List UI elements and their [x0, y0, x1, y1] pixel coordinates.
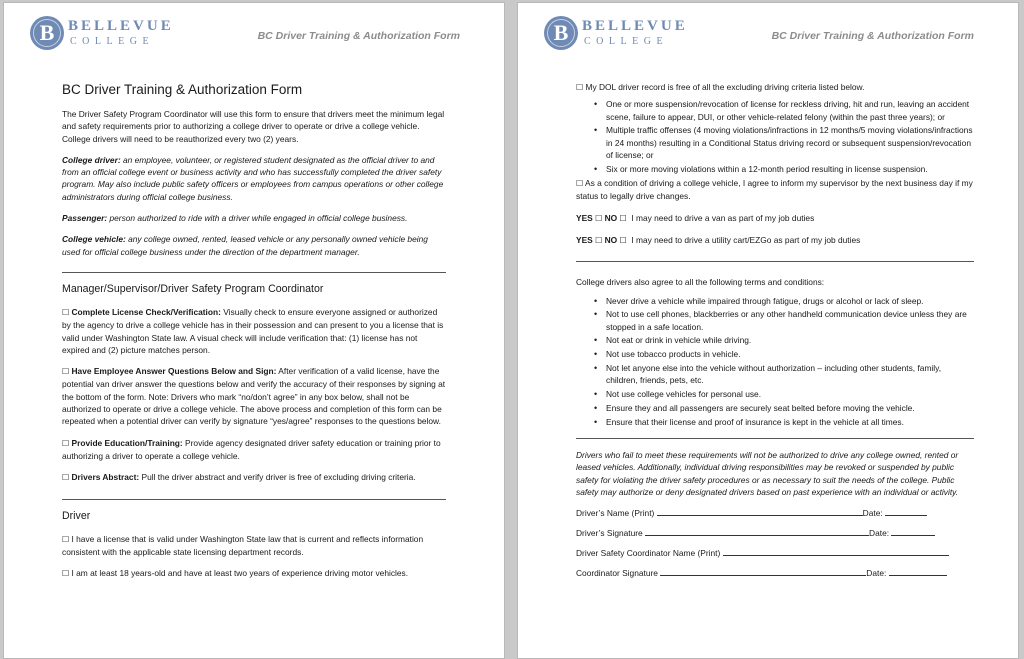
list-item: • Not to use cell phones, blackberries or any other handheld communication device unless they are stopped in a safe location. [606, 308, 974, 333]
checklist-text: Provide agency designated driver safety education or training prior to authorizing a driver to operate a college vehicle. [62, 437, 441, 461]
condition-statement [576, 177, 974, 203]
logo-wordmark-bottom: COLLEGE [584, 36, 669, 47]
yes-checkbox[interactable]: ☐ [595, 235, 603, 245]
driver-age-statement [62, 567, 446, 580]
checkbox[interactable]: ☐ [576, 179, 584, 189]
date-input[interactable] [889, 567, 947, 576]
terms-intro: College drivers also agree to all the following terms and conditions: [576, 277, 825, 288]
date-label: Date: [862, 508, 883, 519]
coordinator-name-input[interactable] [723, 547, 949, 556]
no-checkbox[interactable]: ☐ [619, 213, 627, 223]
logo-wordmark-top: BELLEVUE [68, 18, 174, 34]
list-item: • Not let anyone else into the vehicle without authorization – including other students, family, children, friends, pets, etc. [606, 362, 974, 387]
utility-cart-question [576, 234, 974, 247]
logo-wordmark-bottom: COLLEGE [70, 36, 155, 47]
date-label: Date: [869, 528, 890, 539]
definition-passenger [62, 212, 446, 224]
question-text: I may need to drive a van as part of my job duties [631, 212, 815, 223]
page-1-body [62, 75, 446, 589]
header-form-title: BC Driver Training & Authorization Form [257, 30, 460, 42]
yes-label: YES [576, 234, 593, 245]
driver-name-line [576, 507, 974, 519]
header-form-title: BC Driver Training & Authorization Form [771, 30, 974, 42]
coordinator-name-line [576, 547, 974, 559]
terms-list [606, 295, 974, 428]
van-question [576, 212, 974, 225]
list-item: • One or more suspension/revocation of license for reckless driving, hit and run, leaving an accident scene, failure to appear, DUI, or other vehicle-related felony (within the past three years); or [606, 98, 974, 123]
statement-text: My DOL driver record is free of all the excluding driving criteria listed below. [583, 82, 865, 92]
driver-name-input[interactable] [657, 507, 863, 516]
page-header [544, 16, 1004, 52]
driver-license-statement [62, 533, 446, 559]
question-text: I may need to drive a utility cart/EZGo as part of my job duties [631, 234, 861, 245]
logo-wordmark-top: BELLEVUE [582, 18, 688, 34]
checkbox[interactable]: ☐ [62, 534, 70, 544]
checklist-drivers-abstract [62, 471, 446, 484]
definition-text: an employee, volunteer, or registered student designated as the official driver to and from an official college event or business activity and who has successfully completed the driver safety program. May also include public safety officers or employees from campus operations or other college administrators during official college business. [62, 154, 444, 202]
checkbox[interactable]: ☐ [62, 367, 70, 377]
intro-paragraph: The Driver Safety Program Coordinator will use this form to ensure that drivers meet the minimum legal and safety requirements prior to authorizing a college driver to operate or drive a college vehicle. College drivers will need to be reauthorized every two (2) years. [62, 109, 445, 144]
checklist-text: Visually check to ensure everyone assigned or authorized by the agency to drive a college vehicle has in their possession and can present to you a license that is valid under Washington State law. A visual check will include verification that: (1) license has not expired and (2) picture matches person. [62, 306, 444, 355]
college-seal-icon: B [30, 16, 64, 50]
checkbox[interactable]: ☐ [576, 83, 584, 92]
checklist-label: Complete License Check/Verification: [71, 306, 221, 317]
checkbox[interactable]: ☐ [62, 473, 70, 483]
definition-term: College driver: [62, 154, 121, 165]
yes-label: YES [576, 212, 593, 223]
no-label: NO [604, 212, 618, 223]
list-item: • Six or more moving violations within a 12-month period resulting in license suspension. [606, 163, 974, 175]
section-divider [62, 272, 446, 273]
document-page-2 [517, 2, 1019, 659]
driver-signature-line [576, 527, 974, 539]
list-item: • Ensure they and all passengers are securely seat belted before moving the vehicle. [606, 402, 974, 414]
checklist-employee-questions [62, 365, 446, 427]
field-label: Driver’s Signature [576, 528, 643, 539]
definition-college-vehicle [62, 233, 446, 258]
dol-record-statement [576, 81, 974, 94]
yes-checkbox[interactable]: ☐ [595, 213, 603, 223]
driver-signature-input[interactable] [645, 527, 869, 536]
field-label: Driver Safety Coordinator Name (Print) [576, 548, 721, 559]
field-label: Coordinator Signature [576, 568, 658, 579]
coordinator-signature-line [576, 567, 974, 579]
section-divider [576, 438, 974, 439]
list-item: • Not use college vehicles for personal use. [606, 388, 974, 400]
document-title: BC Driver Training & Authorization Form [62, 82, 303, 97]
driver-section-heading: Driver [62, 509, 91, 522]
statement-text: As a condition of driving a college vehicle, I agree to inform my supervisor by the next business day if my status to legally drive changes. [576, 178, 973, 202]
definition-term: College vehicle: [62, 234, 126, 245]
date-input[interactable] [891, 527, 935, 536]
definition-text: person authorized to ride with a driver while engaged in official college business. [107, 213, 408, 224]
definition-college-driver [62, 154, 446, 203]
checklist-label: Have Employee Answer Questions Below and Sign: [71, 366, 277, 377]
field-label: Driver’s Name (Print) [576, 508, 655, 519]
checklist-label: Drivers Abstract: [71, 472, 140, 483]
date-label: Date: [866, 568, 887, 579]
section-divider [62, 499, 446, 500]
definition-term: Passenger: [62, 213, 108, 224]
checkbox[interactable]: ☐ [62, 569, 70, 579]
dol-criteria-list [606, 98, 974, 175]
coordinator-signature-input[interactable] [660, 567, 866, 576]
checkbox[interactable]: ☐ [62, 438, 70, 448]
list-item: • Ensure that their license and proof of insurance is kept in the vehicle at all times. [606, 416, 974, 428]
no-checkbox[interactable]: ☐ [619, 235, 627, 245]
checklist-education [62, 437, 446, 463]
manager-section-heading: Manager/Supervisor/Driver Safety Program Coordinator [62, 282, 324, 295]
list-item: • Not eat or drink in vehicle while driving. [606, 334, 974, 346]
checklist-text: After verification of a valid license, have the potential van driver answer the questions below and verify the accuracy of their responses by signing at the bottom of the form. Note: Drivers who mark “no/don’t agree” in any box below, shall not be authorized to operate or drive a college vehicle. The above process and completion of this form can be repeated when a potential driver can verify by signature “yes/agree” responses to the questions below. [62, 366, 446, 427]
warning-paragraph: Drivers who fail to meet these requirements will not be authorized to drive any college owned, rented or leased vehicles. Additionally, individual driving responsibilities may be revoked or suspended by public safety for violating the driver safety procedures or as necessary to suit the needs of the college. Public safety may authorize or deny designated drivers based on past experience with an individual or activity. [576, 450, 959, 497]
statement-text: I am at least 18 years-old and have at least two years of experience driving motor vehicles. [69, 568, 409, 579]
list-item: • Never drive a vehicle while impaired through fatigue, drugs or alcohol or lack of sleep. [606, 295, 974, 307]
no-label: NO [604, 234, 618, 245]
college-seal-icon: B [544, 16, 578, 50]
definition-text: any college owned, rented, leased vehicle or any personally owned vehicle being used for official college business under the direction of the department manager. [62, 234, 428, 257]
page-header [30, 16, 490, 52]
list-item: • Multiple traffic offenses (4 moving violations/infractions in 12 months/5 moving violations/infractions in 24 months) resulting in a Conditional Status driving record or subsequent suspension/revocation of license; or [606, 124, 974, 161]
date-input[interactable] [885, 507, 927, 516]
section-divider [576, 261, 974, 262]
document-page-1 [3, 2, 505, 659]
checklist-text: Pull the driver abstract and verify driver is free of excluding driving criteria. [139, 472, 416, 483]
page-2-body [576, 81, 974, 587]
statement-text: I have a license that is valid under Washington State law that is current and reflects information consistent with the applicable state licensing department records. [62, 533, 424, 557]
checkbox[interactable]: ☐ [62, 307, 70, 317]
checklist-license-check [62, 306, 446, 356]
list-item: • Not use tobacco products in vehicle. [606, 348, 974, 360]
checklist-label: Provide Education/Training: [71, 437, 183, 448]
